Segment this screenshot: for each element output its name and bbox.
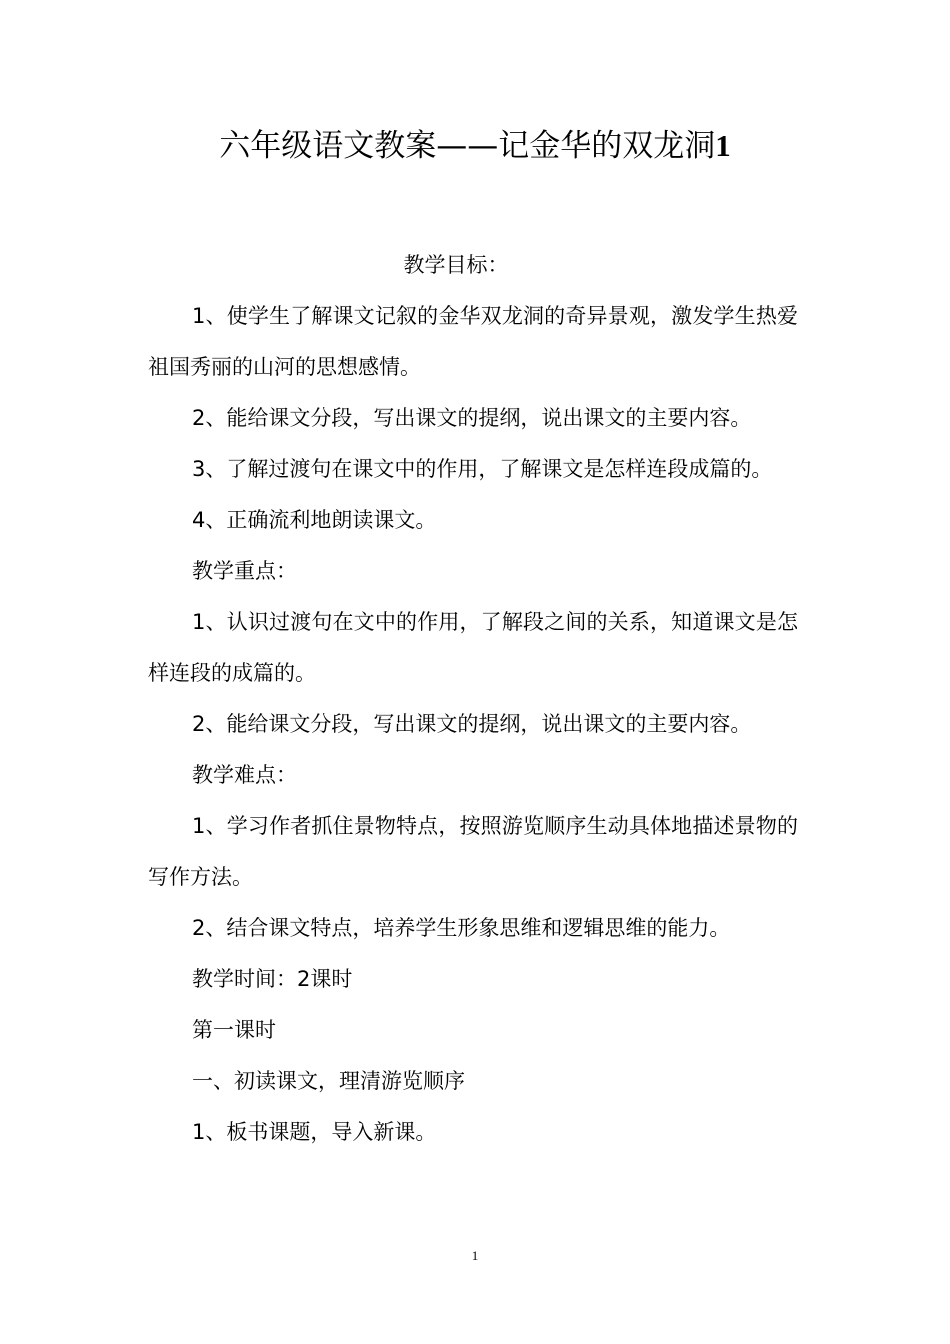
difficulty-item: 1、学习作者抓住景物特点，按照游览顺序生动具体地描述景物的写作方法。 — [148, 814, 798, 889]
difficulty-item: 2、结合课文特点，培养学生形象思维和逻辑思维的能力。 — [192, 916, 731, 940]
teaching-time — [148, 954, 798, 1005]
step-heading: 一、初读课文，理清游览顺序 — [192, 1069, 465, 1093]
teaching-time-value: 2课时 — [297, 967, 353, 991]
objective-item: 3、了解过渡句在课文中的作用，了解课文是怎样连段成篇的。 — [192, 457, 773, 481]
key-points-heading: 教学重点： — [192, 559, 297, 583]
key-point-item: 2、能给课文分段，写出课文的提纲，说出课文的主要内容。 — [192, 712, 752, 736]
teaching-time-label: 教学时间： — [192, 967, 297, 991]
page-number: 1 — [471, 1248, 479, 1263]
title-text: 六年级语文教案——记金华的双龙洞 — [219, 128, 716, 164]
objective-item: 2、能给课文分段，写出课文的提纲，说出课文的主要内容。 — [192, 406, 752, 430]
document-body — [148, 240, 798, 1158]
step-item: 1、板书课题，导入新课。 — [192, 1120, 437, 1144]
objective-item: 4、正确流利地朗读课文。 — [192, 508, 437, 532]
difficulties-heading: 教学难点： — [192, 763, 297, 787]
key-point-item: 1、认识过渡句在文中的作用，了解段之间的关系，知道课文是怎样连段的成篇的。 — [148, 610, 798, 685]
document-title — [0, 120, 950, 172]
title-number: 1 — [715, 128, 731, 163]
objective-item: 1、使学生了解课文记叙的金华双龙洞的奇异景观，激发学生热爱祖国秀丽的山河的思想感情。 — [148, 304, 798, 379]
lesson-heading: 第一课时 — [192, 1018, 276, 1042]
objectives-heading: 教学目标： — [403, 253, 509, 277]
